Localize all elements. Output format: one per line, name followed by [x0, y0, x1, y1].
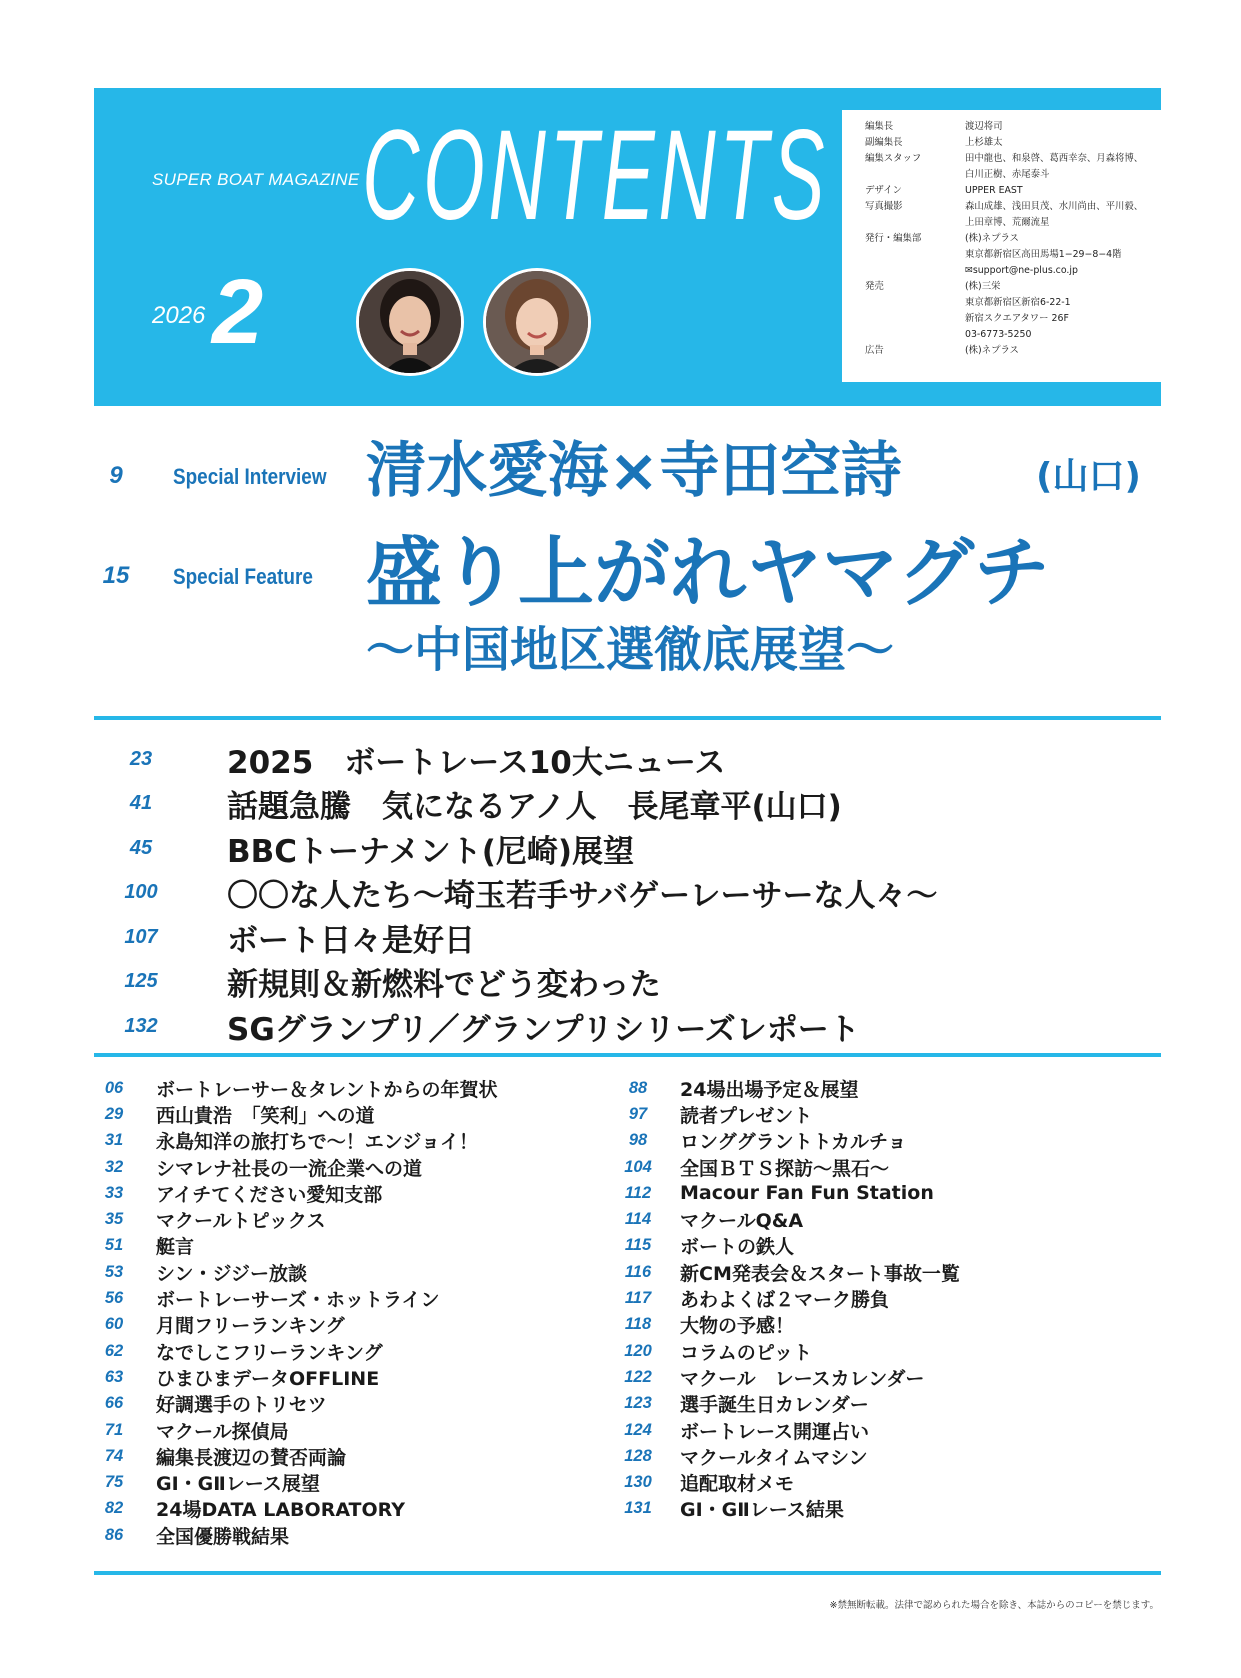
list-item[interactable] — [94, 960, 938, 1005]
staff-row — [842, 135, 1161, 151]
article-title: 追配取材メモ — [680, 1473, 795, 1496]
page-number: 23 — [129, 747, 153, 770]
list-item[interactable] — [80, 1075, 498, 1101]
page-number: 112 — [624, 1183, 652, 1202]
article-title: マクールQ&A — [680, 1210, 804, 1233]
list-item[interactable] — [94, 782, 938, 827]
page-number: 125 — [124, 970, 158, 993]
article-title: 月間フリーランキング — [156, 1315, 345, 1338]
page-number: 32 — [104, 1157, 124, 1176]
article-title: 2025 ボートレース10大ニュース — [227, 744, 726, 781]
page-number: 107 — [124, 925, 158, 948]
list-item[interactable] — [604, 1338, 960, 1364]
page-number: 71 — [104, 1420, 124, 1439]
list-item[interactable] — [80, 1233, 498, 1259]
article-title: ボートレーサーズ・ホットライン — [156, 1289, 440, 1312]
page-number: 123 — [624, 1394, 652, 1413]
article-title: 好調選手のトリセツ — [156, 1394, 327, 1417]
staff-name: 森山成雄、浅田貝茂、水川尚由、平川毅、 — [965, 201, 1144, 212]
racer-portrait-photo — [356, 268, 464, 376]
list-item[interactable] — [80, 1443, 498, 1469]
page-number: 33 — [104, 1183, 124, 1202]
page-number: 56 — [104, 1289, 124, 1308]
staff-row — [842, 279, 1161, 343]
staff-credits — [842, 110, 1161, 382]
staff-role: 発行・編集部 — [865, 233, 922, 244]
main-article-list — [94, 737, 938, 1049]
page-number: 124 — [624, 1420, 652, 1439]
list-item[interactable] — [80, 1522, 498, 1548]
staff-role: 副編集長 — [865, 137, 903, 148]
list-item[interactable] — [604, 1391, 960, 1417]
staff-name: 渡辺将司 — [965, 121, 1003, 132]
staff-name: 田中龍也、和泉啓、葛西幸奈、月森将博、 — [965, 153, 1144, 164]
page-number: 31 — [104, 1131, 124, 1150]
list-item[interactable] — [604, 1417, 960, 1443]
article-title: 〇〇な人たち〜埼玉若手サバゲーレーサーな人々〜 — [227, 878, 938, 915]
page-number: 130 — [624, 1473, 652, 1492]
page-number: 120 — [624, 1341, 652, 1360]
portrait-illustration — [359, 271, 461, 373]
list-item[interactable] — [604, 1206, 960, 1232]
issue-number: 2 — [212, 261, 264, 363]
staff-address: 東京都新宿区高田馬場1−29−8−4階 — [965, 249, 1122, 260]
list-item[interactable] — [80, 1154, 498, 1180]
article-title: ボートレーサー＆タレントからの年賀状 — [156, 1078, 498, 1101]
regular-column-list-left — [80, 1075, 498, 1548]
page-number: 114 — [624, 1210, 652, 1229]
list-item[interactable] — [80, 1312, 498, 1338]
page-number: 117 — [624, 1289, 652, 1308]
page-number: 131 — [624, 1499, 652, 1518]
portrait-illustration — [486, 271, 588, 373]
page-number: 60 — [104, 1315, 124, 1334]
list-item[interactable] — [604, 1285, 960, 1311]
staff-address: 東京都新宿区新宿6-22-1 — [965, 297, 1071, 308]
staff-row — [842, 343, 1161, 359]
page-number: 116 — [624, 1262, 652, 1281]
page-number: 100 — [124, 881, 158, 904]
staff-row — [842, 231, 1161, 279]
article-title: アイチてください愛知支部 — [156, 1183, 383, 1206]
staff-phone: 03-6773-5250 — [965, 329, 1032, 340]
racer-portrait-photo — [483, 268, 591, 376]
page-number: 115 — [624, 1236, 652, 1255]
article-title: 24場出場予定＆展望 — [680, 1078, 859, 1101]
article-title: 西山貴浩 「笑利」への道 — [156, 1104, 375, 1127]
staff-row — [842, 119, 1161, 135]
article-title: ボートレース開運占い — [680, 1420, 870, 1443]
regular-column-list-right — [604, 1075, 960, 1522]
article-title: マクールトピックス — [156, 1210, 326, 1233]
magazine-name: SUPER BOAT MAGAZINE — [152, 170, 360, 189]
staff-name: UPPER EAST — [965, 185, 1023, 196]
list-item[interactable] — [94, 1004, 938, 1049]
page-number: 62 — [104, 1341, 124, 1360]
article-title: GⅠ・GⅡレース展望 — [156, 1473, 320, 1496]
list-item[interactable] — [604, 1075, 960, 1101]
issue-year: 2026 — [152, 302, 206, 329]
page-number: 104 — [624, 1157, 652, 1176]
article-title: 大物の予感！ — [680, 1315, 795, 1338]
feature-label: Special Feature — [173, 564, 313, 589]
article-title: 読者プレゼント — [680, 1104, 813, 1127]
page-number: 51 — [104, 1236, 124, 1255]
page-number: 06 — [104, 1078, 124, 1097]
feature-title-suffix: (山口) — [1036, 456, 1141, 497]
article-title: 全国ＢＴＳ探訪〜黒石〜 — [680, 1157, 890, 1180]
list-item[interactable] — [80, 1417, 498, 1443]
page-number: 128 — [624, 1446, 652, 1465]
list-item[interactable] — [604, 1233, 960, 1259]
list-item[interactable] — [80, 1496, 498, 1522]
list-item[interactable] — [604, 1101, 960, 1127]
article-title: シン・ジジー放談 — [156, 1262, 308, 1285]
article-title: コラムのピット — [680, 1341, 813, 1364]
article-title: 新規則＆新燃料でどう変わった — [227, 967, 661, 1004]
article-title: ボート日々是好日 — [227, 922, 475, 959]
list-item[interactable] — [604, 1469, 960, 1495]
article-title: Macour Fan Fun Station — [680, 1182, 934, 1205]
staff-name: 白川正樹、赤尾泰斗 — [965, 169, 1050, 180]
feature-page-number: 15 — [102, 562, 130, 589]
staff-list — [842, 110, 1161, 359]
feature-title: 清水愛海×寺田空詩 — [366, 436, 902, 506]
list-item[interactable] — [604, 1312, 960, 1338]
article-title: マクールタイムマシン — [680, 1446, 868, 1469]
staff-name: (株)ネプラス — [965, 233, 1019, 244]
list-item[interactable] — [80, 1285, 498, 1311]
list-item[interactable] — [80, 1128, 498, 1154]
page-number: 86 — [104, 1525, 124, 1544]
page-number: 97 — [628, 1104, 648, 1123]
staff-role: 写真撮影 — [865, 201, 903, 212]
page-number: 74 — [104, 1446, 124, 1465]
article-title: 24場DATA LABORATORY — [156, 1499, 406, 1522]
list-item[interactable] — [80, 1206, 498, 1232]
feature-page-number: 9 — [109, 462, 123, 489]
article-title: GⅠ・GⅡレース結果 — [680, 1499, 844, 1522]
list-item[interactable] — [94, 871, 938, 916]
article-title: 新CM発表会＆スタート事故一覧 — [680, 1262, 960, 1285]
article-title: あわよくば２マーク勝負 — [680, 1289, 890, 1312]
staff-role: 編集スタッフ — [865, 153, 922, 164]
list-item[interactable] — [80, 1469, 498, 1495]
list-item[interactable] — [80, 1338, 498, 1364]
section-divider — [94, 716, 1161, 720]
list-item[interactable] — [80, 1180, 498, 1206]
staff-name: (株)ネプラス — [965, 345, 1019, 356]
feature-label: Special Interview — [173, 464, 327, 489]
list-item[interactable] — [94, 826, 938, 871]
list-item[interactable] — [80, 1364, 498, 1390]
page-number: 132 — [124, 1014, 158, 1037]
article-title: BBCトーナメント(尼崎)展望 — [227, 833, 635, 870]
list-item[interactable] — [80, 1259, 498, 1285]
article-title: 話題急騰 気になるアノ人 長尾章平(山口) — [227, 789, 842, 826]
page-number: 29 — [104, 1104, 124, 1123]
article-title: 選手誕生日カレンダー — [680, 1394, 869, 1417]
page-number: 53 — [104, 1262, 124, 1281]
page-number: 41 — [129, 792, 153, 815]
list-item[interactable] — [604, 1496, 960, 1522]
feature-subtitle: 〜中国地区選徹底展望〜 — [366, 622, 895, 678]
article-title: マクール探偵局 — [156, 1420, 289, 1443]
page-number: 88 — [628, 1078, 648, 1097]
page-number: 35 — [104, 1210, 124, 1229]
page-number: 82 — [104, 1499, 124, 1518]
page-number: 122 — [624, 1367, 652, 1386]
article-title: ロンググラントトカルチョ — [680, 1131, 907, 1154]
staff-role: デザイン — [865, 185, 902, 196]
staff-row — [842, 151, 1161, 183]
list-item[interactable] — [604, 1364, 960, 1390]
page-number: 118 — [624, 1315, 652, 1334]
article-title: なでしこフリーランキング — [156, 1341, 383, 1364]
list-item[interactable] — [94, 737, 938, 782]
article-title: ボートの鉄人 — [680, 1236, 795, 1259]
staff-row — [842, 183, 1161, 199]
page-number: 66 — [104, 1394, 124, 1413]
page-number: 63 — [104, 1367, 124, 1386]
page-number: 98 — [628, 1131, 648, 1150]
article-title: 全国優勝戦結果 — [156, 1525, 290, 1548]
staff-address: 新宿スクエアタワー 26F — [965, 313, 1069, 324]
page-number: 75 — [104, 1473, 124, 1492]
staff-role: 広告 — [865, 345, 884, 356]
staff-row — [842, 199, 1161, 231]
staff-name: (株)三栄 — [965, 281, 1001, 292]
staff-email: ✉support@ne-plus.co.jp — [965, 265, 1078, 276]
staff-name: 上田章博、荒爾流星 — [965, 217, 1050, 228]
article-title: ひまひまデータOFFLINE — [156, 1367, 380, 1390]
list-item[interactable] — [604, 1154, 960, 1180]
section-divider — [94, 1053, 1161, 1057]
list-item[interactable] — [80, 1101, 498, 1127]
list-item[interactable] — [604, 1443, 960, 1469]
list-item[interactable] — [604, 1259, 960, 1285]
list-item[interactable] — [604, 1180, 960, 1206]
staff-role: 編集長 — [865, 121, 894, 132]
section-divider — [94, 1571, 1161, 1575]
page-number: 45 — [129, 836, 153, 859]
staff-name: 上杉雄太 — [965, 137, 1003, 148]
contents-title: CONTENTS — [362, 104, 829, 247]
staff-role: 発売 — [865, 281, 884, 292]
list-item[interactable] — [94, 915, 938, 960]
article-title: シマレナ社長の一流企業への道 — [156, 1157, 423, 1180]
article-title: 艇言 — [156, 1236, 195, 1259]
feature-title: 盛り上がれヤマグチ — [366, 528, 1050, 617]
article-title: 編集長渡辺の賛否両論 — [156, 1446, 347, 1469]
list-item[interactable] — [604, 1128, 960, 1154]
article-title: マクール レースカレンダー — [680, 1367, 925, 1390]
list-item[interactable] — [80, 1391, 498, 1417]
article-title: 永島知洋の旅打ちで〜！エンジョイ！ — [156, 1131, 478, 1154]
copyright-notice: ※禁無断転載。法律で認められた場合を除き、本誌からのコピーを禁じます。 — [829, 1600, 1159, 1611]
article-title: SGグランプリ／グランプリシリーズレポート — [227, 1011, 860, 1048]
